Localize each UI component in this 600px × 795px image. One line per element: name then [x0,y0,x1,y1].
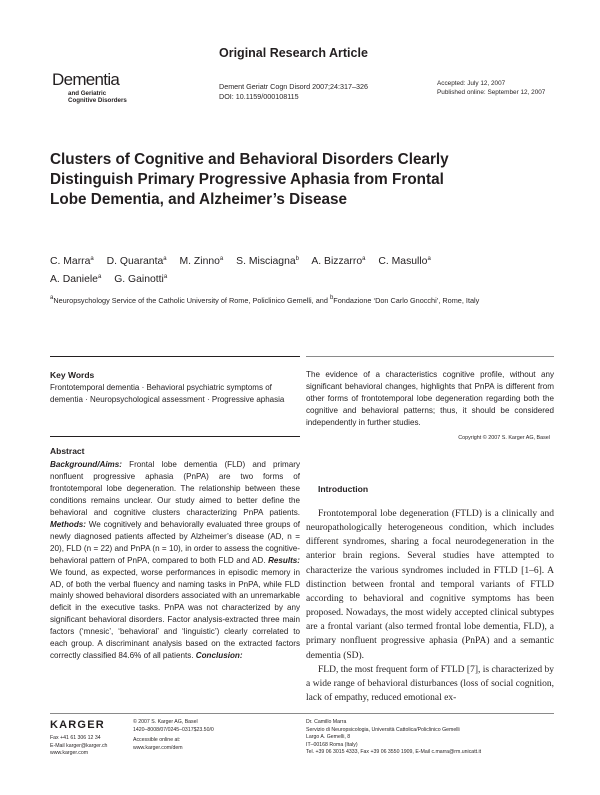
author: A. Bizzarro$^a$ [311,256,366,267]
divider [50,356,300,357]
keywords-text: Frontotemporal dementia · Behavioral psychiatric symptoms of dementia · Neuropsychological assessment · Progressive aphasia [50,383,285,404]
published-date: Published online: September 12, 2007 [437,88,546,96]
corr-line: Tel. +39 06 3015 4333, Fax +39 06 3550 1909, E-Mail c.marra@rm.unicatt.it [306,749,482,755]
keywords-heading: Key Words [50,370,95,380]
copyright-line: © 2007 S. Karger AG, Basel [133,719,198,725]
citation: Dement Geriatr Cogn Disord 2007;24:317–326 [219,82,369,91]
publication-info [133,719,283,752]
section-label: Original Research Article [219,46,368,60]
access-url[interactable]: www.karger.com/dem [133,744,183,751]
author: C. Masullo$^a$ [378,256,431,267]
fax: Fax +41 61 306 12 34 [50,735,101,741]
introduction-text [306,507,554,705]
correspondence [306,719,554,757]
author: M. Zinno$^a$ [179,256,224,267]
paragraph: Frontotemporal lobe degeneration (FTLD) is a clinically and neuropathologically heterogeneous condition, which includes different syndromes, sharing a focal neurodegeneration in the anterior brain regions. Several studies have attempted to characterize the various syndromes included in FTLD [1–6]. A distinction between frontal and temporal variants of FTLD according to behavioral and cognitive symptoms has been proposed. Nowadays, the most widely accepted clinical subtypes are a frontal variant (also termed frontal lobe dementia, FLD), a primary nonfluent progressive aphasia (PnPA) and a semantic dementia (SD). [306,509,554,661]
author: D. Quaranta$^a$ [106,256,167,267]
corr-line: Largo A. Gemelli, 8 [306,734,351,740]
website[interactable]: www.karger.com [50,750,89,756]
author: C. Marra$^a$ [50,256,94,267]
abstract-heading: Abstract [50,446,85,456]
affiliations: $^a$Neuropsychology Service of the Catholic University of Rome, Policlinico Gemelli, and $^b$Fondazione ‘Don Carlo Gnocchi’, Rome, Italy [50,295,480,305]
doi[interactable]: DOI: 10.1159/000108115 [219,92,299,101]
dates-block [437,80,545,97]
corr-line: Servizio di Neuropsicologia, Università Cattolica/Policlinico Gemelli [306,726,460,733]
corr-name: Dr. Camillo Marra [306,719,347,725]
access-label: Accessible online at: [133,737,181,743]
email[interactable]: E-Mail karger@karger.ch [50,742,108,749]
author: G. Gainotti$^a$ [114,273,168,285]
author-list [50,253,550,288]
citation-block [219,82,368,102]
journal-logo-sub1: and Geriatric [68,90,107,97]
corr-line: IT–00168 Roma (Italy) [306,741,358,748]
issn: 1420–8008/07/0245–0317$23.50/0 [133,726,214,733]
divider [306,356,554,357]
journal-logo-name: Dementia [52,70,120,89]
paragraph: FLD, the most frequent form of FTLD [7], is characterized by a wide range of behavioral disturbances (loss of social cognition, lack of empathy, reduced emotional ex- [306,664,554,704]
accepted-date: Accepted: July 12, 2007 [437,80,506,87]
divider [50,436,300,437]
introduction-heading: Introduction [318,484,369,494]
publisher-logo: KARGER [50,719,105,731]
journal-logo-sub2: Cognitive Disorders [68,97,127,104]
abstract-continuation: The evidence of a characteristics cognitive profile, without any significant behavioral changes, highlights that PnPA is different from other forms of frontotemporal lobe degeneration regarding both the cognitive and behavioral patterns; thus, it should be considered independently in further studies. [306,370,554,427]
footer-divider [50,713,554,714]
copyright: Copyright © 2007 S. Karger AG, Basel [458,435,550,441]
article-title: Clusters of Cognitive and Behavioral Disorders Clearly Distinguish Primary Progressive Aphasia from Frontal Lobe Dementia, and Alzheimer’s Disease [50,151,449,208]
author: A. Daniele$^a$ [50,273,102,285]
abstract-text: Background/Aims: Frontal lobe dementia (FLD) and primary nonfluent progressive aphasia (PnPA) are two forms of frontotemporal lobe degeneration. The relationship between these conditions remains unclear. Our study aimed to better define the behavioral and cognitive clusters characterizing PnPA patients. Methods: We cognitively and behaviorally evaluated three groups of newly diagnosed patients affected by Alzheimer’s disease (AD, n = 20), FLD (n = 22) and PnPA (n = 10), in order to assess the cognitive-behavioral pattern of PnPA, compared to both FLD and AD. Results: We found, as expected, worse performances in episodic memory in AD, of both the verbal fluency and naming tasks in PnPA, while FLD mainly showed behavioral disorders associated with an unremarkable deficit in the executive tasks. PnPA was not characterized by any significant behavioral disorders. Factor analysis-extracted three main factors (‘mnesic’, ‘behavioral’ and ‘linguistic’) clearly correlated to each group. A discriminant analysis based on the extracted factors correctly classified 84.6% of all patients. Conclusion: [50,460,300,661]
publisher-contact [50,735,135,758]
author: S. Misciagna$^b$ [236,256,299,267]
